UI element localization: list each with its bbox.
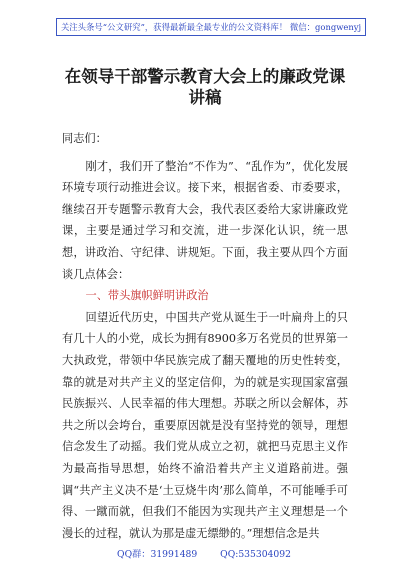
header-banner: 关注头条号“公文研究”，获得最新最全最专业的公文资料库！ 微信：gongwenyj <box>56 18 366 36</box>
document-body <box>62 128 348 544</box>
document-title: 在领导干部警示教育大会上的廉政党课讲稿 <box>64 67 346 107</box>
footer-qq-group: QQ群：31991489 <box>117 549 198 560</box>
intro-paragraph: 刚才，我们开了整治“不作为”、“乱作为”，优化发展环境专项行动推进会议。接下来，根据省委、市委要求，继续召开专题警示教育大会，我代表区委给大家讲廉政党课，主要是通过学习和交流，进一步深化认识，统一思想，讲政治、守纪律、讲规矩。下面，我主要从四个方面谈几点体会： <box>62 159 348 281</box>
footer-contact <box>0 546 408 560</box>
section-heading-1: 一、带头旗帜鲜明讲政治 <box>85 289 209 303</box>
salutation: 同志们： <box>62 132 107 145</box>
section-1-paragraph: 回望近代历史，中国共产党从诞生于一叶扁舟上的只有几十人的小党，成长为拥有8900多万名党员的世界第一大执政党，带领中华民族完成了翻天覆地的历史性转变，靠的就是对共产主义的坚定信仰，为的就是实现国家富强民族振兴、人民幸福的伟大理想。苏联之所以会解体，苏共之所以会垮台，重要原因就是没有坚持党的领导，理想信念发生了动摇。我们党从成立之初，就把马克思主义作为最高指导思想，始终不渝沿着共产主义道路前进。强调“共产主义决不是‘土豆烧牛肉’那么简单，不可能唾手可得、一蹴而就，但我们不能因为实现共产主义理想是一个漫长的过程，就认为那是虚无缥缈的。”理想信念是共 <box>62 310 348 540</box>
footer-qq: QQ:535304092 <box>220 549 291 560</box>
